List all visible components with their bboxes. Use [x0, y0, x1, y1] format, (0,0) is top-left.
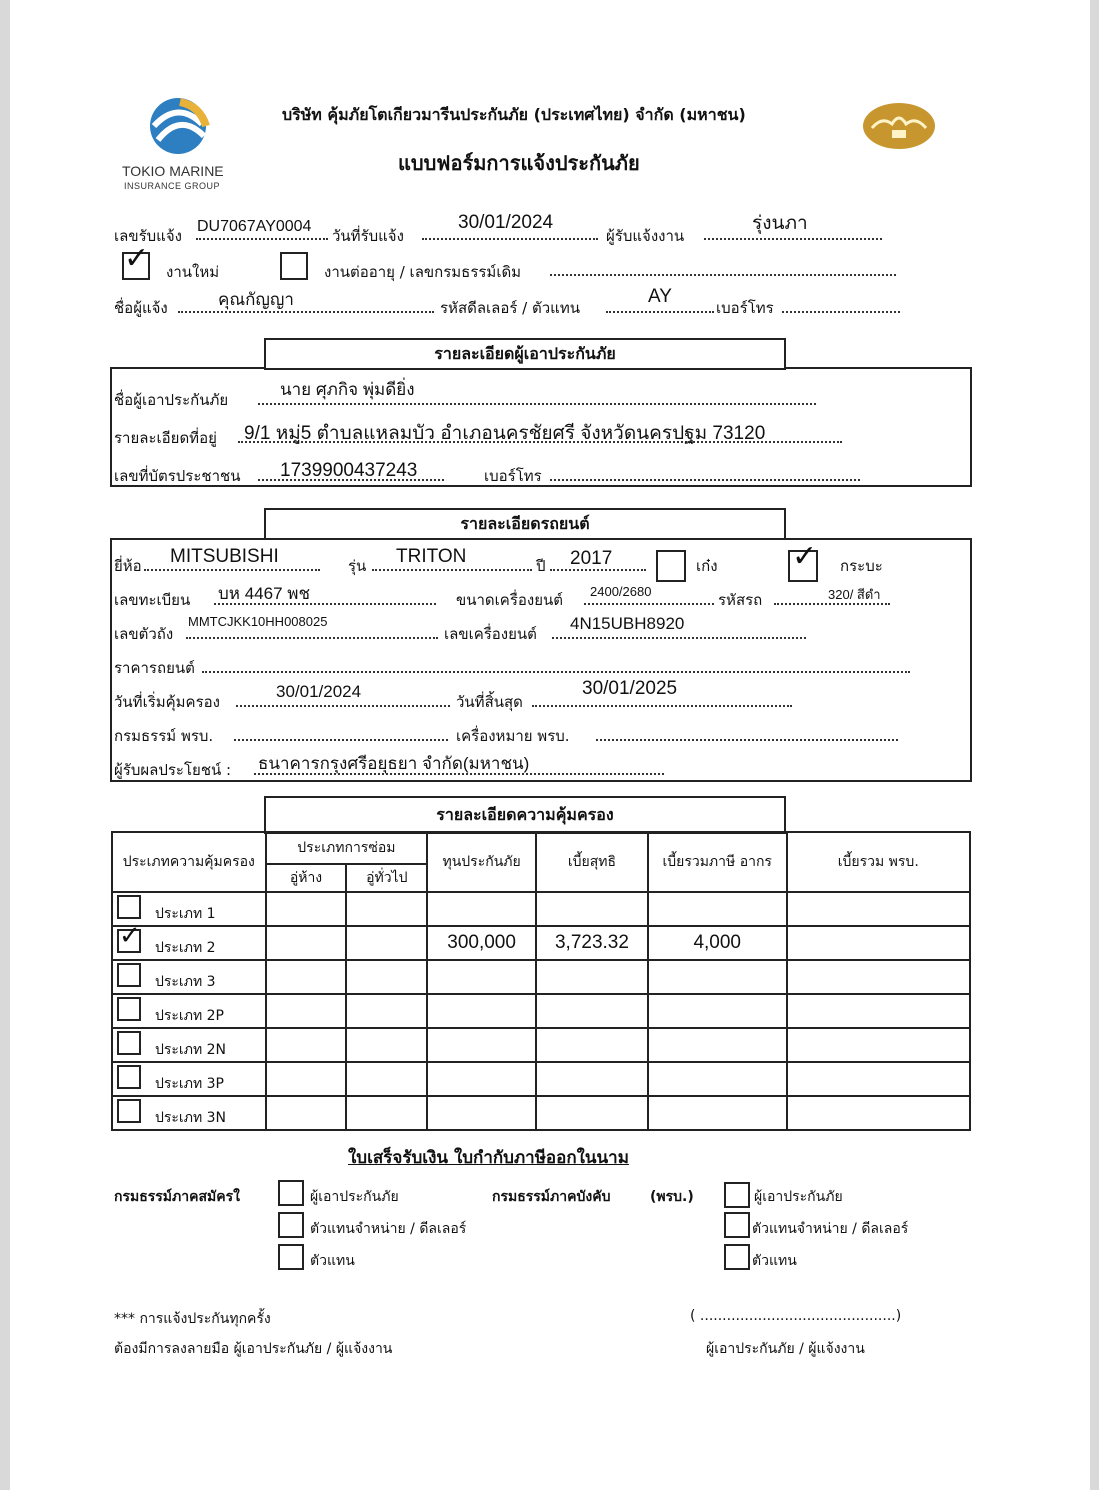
net-cell [536, 892, 648, 926]
table-row [112, 926, 970, 960]
col-total-header: เบี้ยรวมภาษี อากร [648, 832, 787, 892]
pickup-label: กระบะ [840, 557, 883, 575]
coverage-check-icon: ✓ [119, 921, 141, 951]
logo-text-sub: INSURANCE GROUP [124, 181, 221, 191]
general-cell [346, 1062, 427, 1096]
sedan-label: เก๋ง [696, 557, 718, 575]
beneficiary-value: ธนาคารกรุงศรีอยุธยา จำกัด(มหาชน) [258, 754, 530, 773]
coverage-section-title: รายละเอียดความคุ้มครอง [264, 796, 786, 834]
price-label: ราคารถยนต์ [114, 659, 195, 677]
sum-cell: 300,000 [427, 926, 536, 960]
table-row [112, 892, 970, 926]
sum-cell [427, 1096, 536, 1130]
coverage-type-checkbox[interactable] [117, 895, 141, 919]
table-row [112, 960, 970, 994]
cmi-cell [787, 960, 970, 994]
garage-cell [266, 1096, 347, 1130]
form-page [10, 0, 1090, 1490]
notifier-label: ชื่อผู้แจ้ง [114, 299, 168, 317]
cmp-agent-label: ตัวแทน [752, 1253, 797, 1269]
total-cell [648, 1028, 787, 1062]
receiver-label: ผู้รับแจ้งงาน [606, 227, 685, 245]
coverage-type-cell [112, 1028, 266, 1062]
signature-label: ผู้เอาประกันภัย / ผู้แจ้งงาน [706, 1341, 865, 1357]
plate-value: บห 4467 พช [218, 584, 311, 603]
sum-cell [427, 960, 536, 994]
coverage-type-label: ประเภท 2 [155, 940, 216, 956]
sum-cell [427, 892, 536, 926]
coverage-type-label: ประเภท 1 [155, 906, 216, 922]
cmi-cell [787, 892, 970, 926]
coverage-type-label: ประเภท 2N [155, 1042, 226, 1058]
ref-value: DU7067AY0004 [197, 218, 312, 235]
footer-note-1: *** การแจ้งประกันทุกครั้ง [114, 1311, 271, 1327]
general-cell [346, 960, 427, 994]
start-label: วันที่เริ่มคุ้มครอง [114, 693, 220, 711]
col-sum-header: ทุนประกันภัย [427, 832, 536, 892]
table-row [112, 1062, 970, 1096]
garage-cell [266, 1062, 347, 1096]
coverage-type-cell [112, 1096, 266, 1130]
garage-cell [266, 926, 347, 960]
cmp-insured-checkbox[interactable] [724, 1182, 750, 1208]
new-job-label: งานใหม่ [166, 263, 220, 281]
vol-agent-checkbox[interactable] [278, 1244, 304, 1270]
sum-cell [427, 1028, 536, 1062]
policy-label: กรมธรรม์ พรบ. [114, 727, 214, 745]
garage-cell [266, 1028, 347, 1062]
chassis-label: เลขตัวถัง [114, 625, 174, 643]
total-cell: 4,000 [648, 926, 787, 960]
ref-label: เลขรับแจ้ง [114, 227, 182, 245]
pickup-check-icon: ✓ [792, 539, 818, 574]
coverage-type-label: ประเภท 2P [155, 1008, 224, 1024]
garage-cell [266, 892, 347, 926]
start-value: 30/01/2024 [276, 682, 362, 701]
net-cell: 3,723.32 [536, 926, 648, 960]
net-cell [536, 1062, 648, 1096]
dealer-label: รหัสดีลเลอร์ / ตัวแทน [440, 299, 580, 317]
cmi-cell [787, 1062, 970, 1096]
net-cell [536, 1096, 648, 1130]
engine-size-value: 2400/2680 [590, 584, 652, 599]
year-value: 2017 [570, 548, 613, 569]
garage-cell [266, 960, 347, 994]
sum-cell [427, 994, 536, 1028]
table-row [112, 994, 970, 1028]
cmp-dealer-checkbox[interactable] [724, 1212, 750, 1238]
general-cell [346, 1028, 427, 1062]
vol-dealer-checkbox[interactable] [278, 1212, 304, 1238]
date-value: 30/01/2024 [458, 212, 554, 233]
phone-label: เบอร์โทร [716, 299, 774, 317]
date-label: วันที่รับแจ้ง [332, 227, 404, 245]
year-label: ปี [536, 557, 546, 575]
company-name: บริษัท คุ้มภัยโตเกียวมารีนประกันภัย (ประเทศไทย) จำกัด (มหาชน) [282, 105, 746, 124]
engine-size-label: ขนาดเครื่องยนต์ [456, 591, 564, 609]
general-cell [346, 926, 427, 960]
dealer-value: AY [648, 286, 672, 307]
form-title: แบบฟอร์มการแจ้งประกันภัย [398, 151, 640, 175]
id-value: 1739900437243 [280, 460, 418, 481]
total-cell [648, 960, 787, 994]
engine-no-label: เลขเครื่องยนต์ [444, 625, 537, 643]
insured-name-value: นาย ศุภกิจ พุ่มดียิ่ง [280, 380, 415, 399]
coverage-type-cell [112, 1062, 266, 1096]
sedan-checkbox[interactable] [656, 550, 686, 582]
car-code-label: รหัสรถ [718, 591, 763, 609]
compulsory-label: กรมธรรม์ภาคบังคับ [492, 1189, 611, 1205]
sticker-label: เครื่องหมาย พรบ. [456, 727, 570, 745]
net-cell [536, 994, 648, 1028]
general-cell [346, 892, 427, 926]
footer-note-2: ต้องมีการลงลายมือ ผู้เอาประกันภัย / ผู้แจ้งงาน [114, 1341, 393, 1357]
vol-agent-label: ตัวแทน [310, 1253, 355, 1269]
sum-cell [427, 1062, 536, 1096]
vehicle-section-title: รายละเอียดรถยนต์ [264, 508, 786, 540]
col-general-header: อู่ทั่วไป [346, 864, 427, 892]
coverage-type-checkbox[interactable] [117, 1099, 141, 1123]
total-cell [648, 1096, 787, 1130]
tokio-marine-logo [140, 96, 220, 160]
id-label: เลขที่บัตรประชาชน [114, 467, 241, 485]
col-net-header: เบี้ยสุทธิ [536, 832, 648, 892]
chassis-value: MMTCJKK10HH008025 [188, 614, 328, 629]
coverage-type-checkbox[interactable] [117, 1031, 141, 1055]
end-value: 30/01/2025 [582, 678, 678, 699]
cmi-cell [787, 1096, 970, 1130]
model-value: TRITON [396, 546, 467, 567]
garage-cell [266, 994, 347, 1028]
coverage-type-checkbox[interactable] [117, 1065, 141, 1089]
end-label: วันที่สิ้นสุด [456, 693, 523, 711]
vol-dealer-label: ตัวแทนจำหน่าย / ดีลเลอร์ [310, 1221, 467, 1237]
vol-insured-label: ผู้เอาประกันภัย [310, 1189, 399, 1205]
coverage-type-label: ประเภท 3P [155, 1076, 224, 1092]
beneficiary-label: ผู้รับผลประโยชน์ : [114, 761, 232, 779]
signature-line: ( ............................................) [690, 1308, 902, 1324]
cmi-cell [787, 926, 970, 960]
car-code-value: 320/ สีดำ [828, 587, 881, 602]
table-row [112, 1028, 970, 1062]
net-cell [536, 1028, 648, 1062]
total-cell [648, 994, 787, 1028]
plate-label: เลขทะเบียน [114, 591, 191, 609]
insured-phone-label: เบอร์โทร [484, 467, 542, 485]
engine-no-value: 4N15UBH8920 [570, 614, 685, 633]
new-job-check-icon: ✓ [124, 241, 150, 276]
voluntary-label: กรมธรรม์ภาคสมัครใ [114, 1189, 240, 1205]
coverage-type-checkbox[interactable] [117, 997, 141, 1021]
coverage-type-label: ประเภท 3 [155, 974, 216, 990]
logo-text-main: TOKIO MARINE [122, 163, 224, 179]
compulsory-suffix: (พรบ.) [650, 1189, 694, 1205]
cmi-cell [787, 994, 970, 1028]
cmi-cell [787, 1028, 970, 1062]
receiver-value: รุ่งนภา [752, 213, 808, 234]
cmp-agent-checkbox[interactable] [724, 1244, 750, 1270]
general-cell [346, 994, 427, 1028]
total-cell [648, 892, 787, 926]
general-cell [346, 1096, 427, 1130]
cmp-dealer-label: ตัวแทนจำหน่าย / ดีลเลอร์ [752, 1221, 909, 1237]
table-row [112, 1096, 970, 1130]
address-label: รายละเอียดที่อยู่ [114, 429, 217, 447]
col-type-header: ประเภทความคุ้มครอง [112, 832, 266, 892]
col-cmi-header: เบี้ยรวม พรบ. [787, 832, 970, 892]
insured-name-label: ชื่อผู้เอาประกันภัย [114, 391, 229, 409]
model-label: รุ่น [348, 557, 367, 575]
renew-label: งานต่ออายุ / เลขกรมธรรม์เดิม [324, 263, 522, 281]
net-cell [536, 960, 648, 994]
cmp-insured-label: ผู้เอาประกันภัย [754, 1189, 843, 1205]
brand-label: ยี่ห้อ [114, 557, 142, 575]
renew-checkbox[interactable] [280, 252, 308, 280]
receipt-title: ใบเสร็จรับเงิน ใบกำกับภาษีออกในนาม [348, 1148, 629, 1168]
coverage-type-checkbox[interactable] [117, 963, 141, 987]
insured-section-title: รายละเอียดผู้เอาประกันภัย [264, 338, 786, 370]
brand-value: MITSUBISHI [170, 546, 279, 567]
coverage-type-cell [112, 960, 266, 994]
col-repair-header: ประเภทการซ่อม [266, 832, 428, 864]
total-cell [648, 1062, 787, 1096]
coverage-type-cell [112, 921, 266, 960]
address-value: 9/1 หมู่5 ตำบลแหลมบัว อำเภอนครชัยศรี จังหวัดนครปฐม 73120 [244, 423, 766, 444]
gold-emblem [862, 102, 936, 150]
coverage-type-cell [112, 994, 266, 1028]
notifier-value: คุณกัญญา [218, 290, 294, 309]
vol-insured-checkbox[interactable] [278, 1180, 304, 1206]
col-garage-header: อู่ห้าง [266, 864, 347, 892]
coverage-type-label: ประเภท 3N [155, 1110, 226, 1126]
coverage-table [111, 831, 971, 1131]
